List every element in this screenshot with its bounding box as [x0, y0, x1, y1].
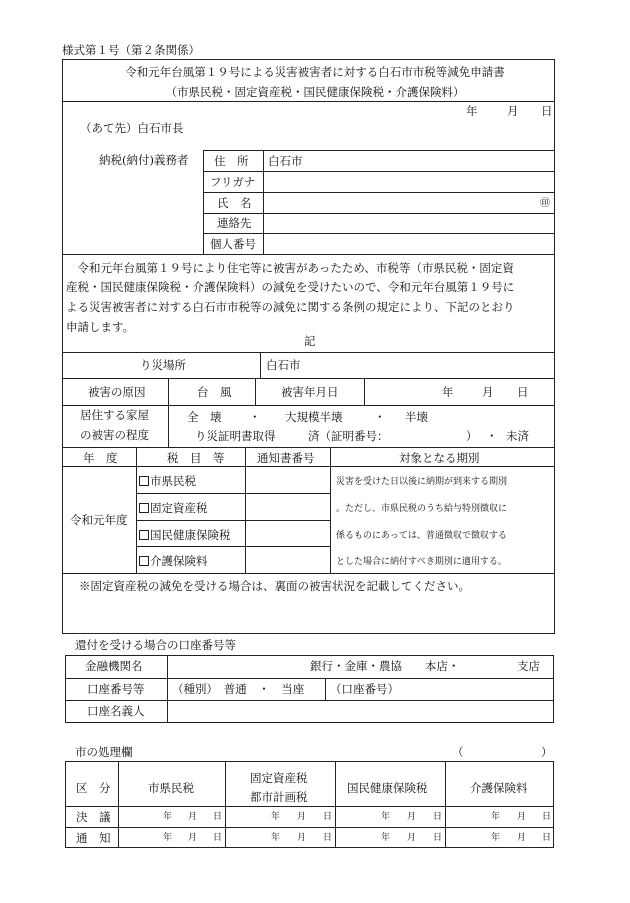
row-ketsugi: 決 議: [76, 810, 111, 824]
address-label: 住 所: [214, 154, 249, 168]
furigana-label: フリガナ: [210, 175, 256, 189]
name-label: 氏 名: [217, 196, 252, 210]
tax-item-label: 市県民税: [150, 474, 196, 488]
name-field[interactable]: [264, 193, 534, 213]
certificate-label: り災証明書取得: [195, 429, 276, 443]
ymd-year: 年: [163, 833, 173, 843]
option-half[interactable]: 半壊: [405, 410, 428, 424]
ymd-month: 月: [297, 833, 307, 843]
contact-field[interactable]: [264, 214, 554, 233]
certificate-done[interactable]: 済（証明番号：: [308, 429, 389, 443]
row-tsuchi: 通 知: [76, 831, 111, 845]
checkbox-icon[interactable]: [139, 476, 149, 486]
ymd-year: 年: [381, 833, 391, 843]
checkbox-icon[interactable]: [139, 556, 149, 566]
ymd-month: 月: [188, 812, 198, 822]
ymd-day: 日: [213, 812, 223, 822]
ymd-day: 日: [433, 833, 443, 843]
ymd-day: 日: [323, 812, 333, 822]
period-text-4: とした場合に納付すべき期別に適用する。: [336, 557, 507, 567]
account-number-field[interactable]: （口座番号）: [330, 682, 399, 696]
statement-line-1: 令和元年台風第１９号により住宅等に被害があったため、市税等（市県民税・固定資: [66, 261, 514, 275]
ymd-month: 月: [188, 833, 198, 843]
divider: [62, 101, 555, 102]
ymd-month: 月: [407, 833, 417, 843]
tax-item-row[interactable]: [139, 476, 196, 488]
ki-label: 記: [304, 334, 316, 348]
ymd-day: 日: [323, 833, 333, 843]
addressee: （あて先）白石市長: [80, 121, 184, 135]
date-year: 年: [466, 104, 478, 118]
ymd-day: 日: [542, 812, 552, 822]
holder-field[interactable]: [168, 701, 553, 722]
option-separator: ・: [249, 410, 261, 424]
contact-label: 連絡先: [217, 216, 252, 230]
form-subtitle: （市県民税・固定資産税・国民健康保険税・介護保険料）: [165, 85, 465, 99]
holder-label: 口座名義人: [87, 704, 145, 718]
col-kokuho: 国民健康保険税: [347, 781, 428, 795]
ymd-day: 日: [213, 833, 223, 843]
header-period: 対象となる期別: [399, 451, 480, 465]
ymd-day: 日: [542, 833, 552, 843]
tax-item-row[interactable]: [139, 530, 231, 542]
header-year: 年 度: [83, 451, 118, 465]
certificate-close: ）: [466, 429, 478, 443]
date-month: 月: [507, 104, 519, 118]
tax-item-label: 介護保険料: [150, 554, 208, 568]
house-damage-label-1: 居住する家屋: [80, 408, 149, 422]
ymd-year: 年: [163, 812, 173, 822]
account-label: 口座番号等: [87, 682, 145, 696]
period-text-1: 災害を受けた日以後に納期が到来する期別: [336, 477, 508, 487]
mynumber-field[interactable]: [264, 234, 554, 254]
ymd-year: 年: [271, 812, 281, 822]
form-title: 令和元年台風第１９号による災害被害者に対する白石市市税等減免申請書: [125, 65, 505, 79]
bank-field[interactable]: 銀行・金庫・農協 本店・ 支店: [310, 659, 540, 673]
cause-value: 台 風: [197, 385, 232, 399]
col-shikenmin: 市県民税: [148, 781, 194, 795]
ymd-year: 年: [491, 833, 501, 843]
option-total-loss[interactable]: 全 壊: [187, 410, 222, 424]
checkbox-icon[interactable]: [139, 503, 149, 513]
header-notice-number: 通知書番号: [257, 451, 315, 465]
refund-heading: 還付を受ける場合の口座番号等: [75, 638, 236, 652]
damage-date-label: 被害年月日: [281, 385, 339, 399]
header-tax-item: 税 目 等: [167, 451, 225, 465]
office-paren-close: ）: [541, 745, 553, 759]
period-text-3: 係るものにあっては、普通徴収で徴収する: [336, 531, 507, 541]
seal-mark: ㊞: [540, 198, 550, 209]
note: ※固定資産税の減免を受ける場合は、裏面の被害状況を記載してください。: [79, 579, 470, 593]
tax-item-row[interactable]: [139, 556, 208, 568]
damage-date-day: 日: [517, 385, 529, 399]
certificate-dot: ・: [486, 429, 498, 443]
tax-item-row[interactable]: [139, 503, 208, 515]
ymd-year: 年: [271, 833, 281, 843]
ymd-month: 月: [517, 833, 527, 843]
furigana-field[interactable]: [264, 172, 554, 192]
statement-line-4: 申請します。: [66, 320, 135, 334]
ymd-year: 年: [381, 812, 391, 822]
ymd-day: 日: [433, 812, 443, 822]
form-number: 様式第１号（第２条関係）: [62, 43, 200, 57]
ymd-month: 月: [517, 812, 527, 822]
damage-date-year: 年: [442, 385, 454, 399]
cause-label: 被害の原因: [88, 385, 146, 399]
office-paren-open: （: [452, 745, 464, 759]
disaster-place-label: り災場所: [140, 358, 186, 372]
statement-line-2: 産税・国民健康保険税・介護保険料）の減免を受けたいので、令和元年台風第１９号に: [66, 280, 515, 294]
mynumber-label: 個人番号: [210, 237, 256, 251]
certificate-not-yet[interactable]: 未済: [506, 429, 529, 443]
office-heading: 市の処理欄: [75, 745, 133, 759]
house-damage-label-2: の被害の程度: [80, 428, 149, 442]
address-field[interactable]: 白石市: [268, 154, 303, 168]
period-text-2: 。ただし、市県民税のうち給与特別徴収に: [336, 504, 508, 514]
tax-item-label: 国民健康保険税: [150, 528, 231, 542]
checkbox-icon[interactable]: [139, 530, 149, 540]
ymd-year: 年: [491, 812, 501, 822]
ymd-month: 月: [407, 812, 417, 822]
col-kaigo: 介護保険料: [470, 781, 528, 795]
office-table: [65, 761, 554, 848]
statement-line-3: よる災害被害者に対する白石市市税等の減免に関する条例の規定により、下記のとおり: [66, 300, 515, 314]
col-toshi: 都市計画税: [250, 790, 308, 804]
account-type[interactable]: （種別） 普通 ・ 当座: [172, 682, 305, 696]
tax-item-label: 固定資産税: [150, 501, 208, 515]
disaster-place-field[interactable]: 白石市: [266, 358, 301, 372]
damage-date-month: 月: [482, 385, 494, 399]
date-day: 日: [541, 104, 553, 118]
taxpayer-label: 納税(納付)義務者: [99, 153, 189, 167]
option-large-half[interactable]: 大規模半壊: [285, 410, 343, 424]
kubun-label: 区 分: [76, 781, 111, 795]
ymd-month: 月: [297, 812, 307, 822]
col-kotei: 固定資産税: [250, 771, 308, 785]
fiscal-year: 令和元年度: [70, 513, 128, 527]
option-separator: ・: [374, 410, 386, 424]
bank-label: 金融機関名: [85, 659, 143, 673]
